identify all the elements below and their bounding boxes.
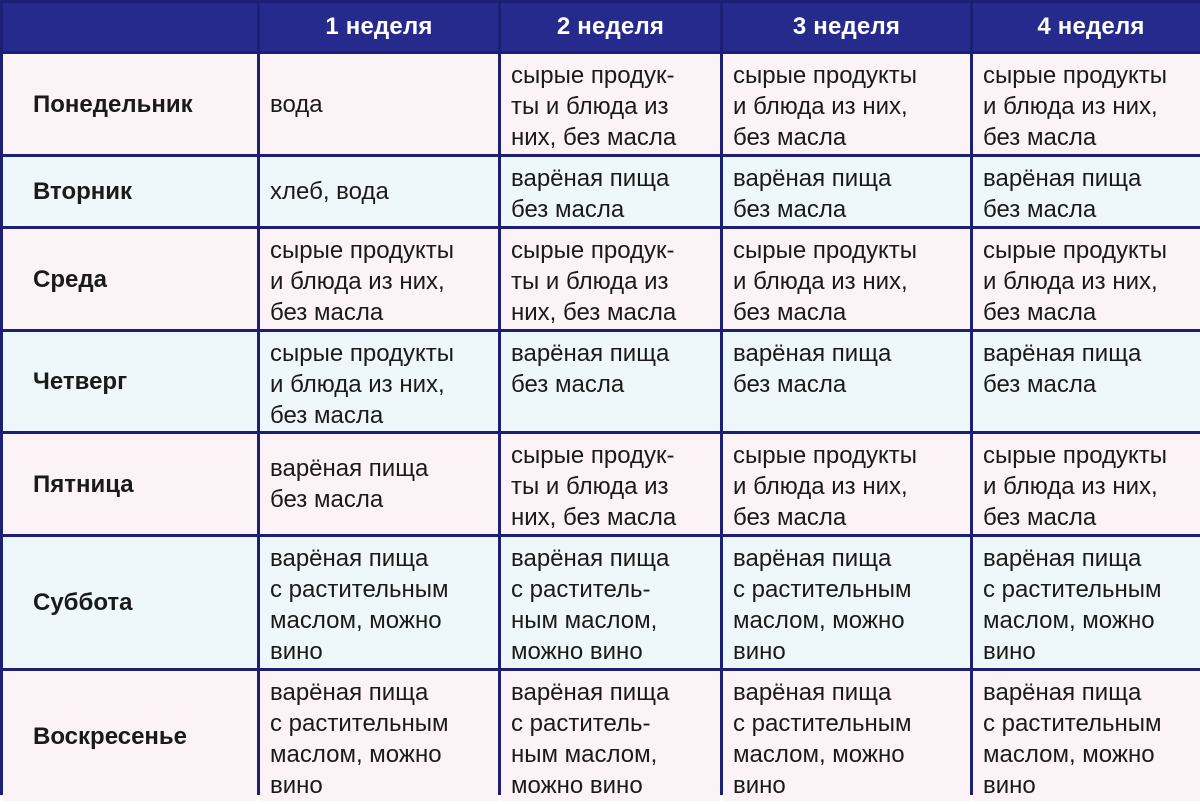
cell-week-1: варёная пища с растительным маслом, можно вино [260, 537, 498, 668]
cell-week-2: сырые продук- ты и блюда из них, без масла [501, 434, 720, 534]
day-label: Суббота [3, 537, 257, 668]
cell-week-3: варёная пища без масла [723, 157, 970, 226]
day-label: Вторник [3, 157, 257, 226]
cell-week-2: варёная пища без масла [501, 332, 720, 431]
cell-week-4: сырые продукты и блюда из них, без масла [973, 229, 1200, 329]
cell-week-3: варёная пища с растительным маслом, можно вино [723, 671, 970, 801]
header-week-4: 4 неделя [973, 3, 1200, 51]
cell-week-4: варёная пища с растительным маслом, можно вино [973, 671, 1200, 801]
table-row-saturday [3, 537, 1200, 668]
cell-week-3: варёная пища с растительным маслом, можно вино [723, 537, 970, 668]
header-week-1: 1 неделя [260, 3, 498, 51]
header-week-2: 2 неделя [501, 3, 720, 51]
cell-week-2: варёная пища с раститель- ным маслом, можно вино [501, 537, 720, 668]
table-row-wednesday [3, 229, 1200, 329]
cell-week-2: сырые продук- ты и блюда из них, без масла [501, 229, 720, 329]
header-row [3, 3, 1200, 51]
table-row-friday [3, 434, 1200, 534]
cell-week-4: варёная пища без масла [973, 332, 1200, 431]
cell-week-1: варёная пища без масла [260, 434, 498, 534]
day-label: Воскресенье [3, 671, 257, 801]
cell-week-1: варёная пища с растительным маслом, можно вино [260, 671, 498, 801]
cell-week-2: варёная пища с раститель- ным маслом, можно вино [501, 671, 720, 801]
cell-week-1: сырые продукты и блюда из них, без масла [260, 229, 498, 329]
table-row-monday [3, 54, 1200, 154]
cell-week-4: варёная пища с растительным маслом, можно вино [973, 537, 1200, 668]
cell-week-4: варёная пища без масла [973, 157, 1200, 226]
table-row-thursday [3, 332, 1200, 431]
cell-week-2: варёная пища без масла [501, 157, 720, 226]
day-label: Понедельник [3, 54, 257, 154]
cell-week-4: сырые продукты и блюда из них, без масла [973, 434, 1200, 534]
header-week-3: 3 неделя [723, 3, 970, 51]
table-row-tuesday [3, 157, 1200, 226]
cell-week-3: сырые продукты и блюда из них, без масла [723, 54, 970, 154]
table-row-sunday [3, 671, 1200, 801]
cell-week-3: варёная пища без масла [723, 332, 970, 431]
cell-week-1: вода [260, 54, 498, 154]
cell-week-4: сырые продукты и блюда из них, без масла [973, 54, 1200, 154]
cell-week-3: сырые продукты и блюда из них, без масла [723, 434, 970, 534]
cell-week-2: сырые продук- ты и блюда из них, без масла [501, 54, 720, 154]
day-label: Пятница [3, 434, 257, 534]
cell-week-1: сырые продукты и блюда из них, без масла [260, 332, 498, 431]
cell-week-1: хлеб, вода [260, 157, 498, 226]
header-corner-cell [3, 3, 257, 51]
day-label: Четверг [3, 332, 257, 431]
cell-week-3: сырые продукты и блюда из них, без масла [723, 229, 970, 329]
day-label: Среда [3, 229, 257, 329]
